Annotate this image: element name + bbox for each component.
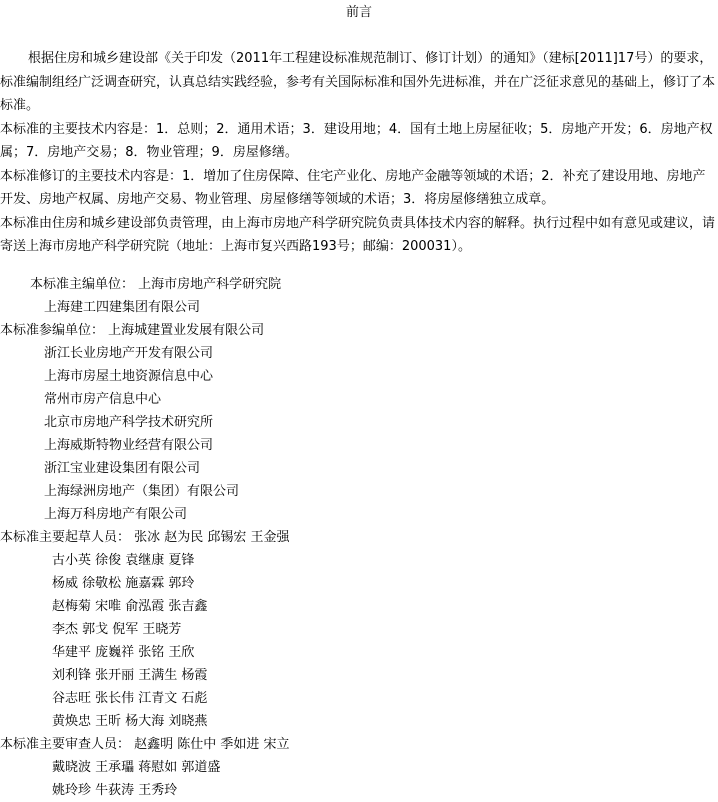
- participating-unit: 上海城建置业发展有限公司: [108, 323, 265, 338]
- drafters-line: [0, 526, 716, 549]
- participating-line: [0, 319, 716, 342]
- chief-editor-label: 本标准主编单位：: [30, 277, 135, 292]
- participating-unit: 上海万科房地产有限公司: [44, 507, 188, 522]
- drafters-names: 刘利锋 张开丽 王满生 杨霞: [52, 668, 208, 683]
- chief-editor-unit: 上海建工四建集团有限公司: [44, 300, 201, 315]
- participating-unit: 浙江长业房地产开发有限公司: [44, 346, 214, 361]
- drafters-names: 张冰 赵为民 邱锡宏 王金强: [134, 530, 290, 545]
- participating-unit: 上海绿洲房地产（集团）有限公司: [44, 484, 240, 499]
- paragraph-administration: 本标准由住房和城乡建设部负责管理，由上海市房地产科学研究院负责具体技术内容的解释。执行过程中如有意见或建议，请寄送上海市房地产科学研究院（地址：上海市复兴西路193号；邮编：200031）。: [0, 215, 716, 254]
- drafters-label: 本标准主要起草人员：: [0, 530, 131, 545]
- reviewers-names: 戴晓波 王承瓃 蒋慰如 郭道盛: [52, 760, 221, 775]
- reviewers-line: [0, 733, 716, 756]
- drafters-names: 黄焕忠 王昕 杨大海 刘晓燕: [52, 714, 208, 729]
- drafters-names: 谷志旺 张长伟 江青文 石彪: [52, 691, 208, 706]
- drafters-names: 赵梅菊 宋唯 俞泓霞 张吉鑫: [52, 599, 208, 614]
- paragraph-basis: 根据住房和城乡建设部《关于印发（2011年工程建设标准规范制订、修订计划）的通知》（建标[2011]17号）的要求，标准编制组经广泛调查研究，认真总结实践经验，参考有关国际标准和国外先进标准，并在广泛征求意见的基础上，修订了本标准。: [0, 51, 716, 113]
- drafters-names: 李杰 郭戈 倪军 王晓芳: [52, 622, 182, 637]
- reviewers-names: 赵鑫明 陈仕中 季如进 宋立: [134, 737, 290, 752]
- participating-unit: 上海市房屋土地资源信息中心: [44, 369, 214, 384]
- preface-body: [0, 47, 716, 259]
- contributors-list: [0, 273, 716, 802]
- paragraph-main-contents: 本标准的主要技术内容是：1．总则；2．通用术语；3．建设用地；4．国有土地上房屋征收；5．房地产开发；6．房地产权属；7．房地产交易；8．物业管理；9．房屋修缮。: [0, 121, 713, 160]
- participating-label: 本标准参编单位：: [0, 323, 105, 338]
- document-title: 前言: [345, 5, 372, 20]
- participating-unit: 常州市房产信息中心: [44, 392, 162, 407]
- reviewers-names: 姚玲珍 牛荻涛 王秀玲: [52, 783, 178, 798]
- reviewers-label: 本标准主要审查人员：: [0, 737, 131, 752]
- participating-unit: 上海威斯特物业经营有限公司: [44, 438, 214, 453]
- participating-unit: 浙江宝业建设集团有限公司: [44, 461, 201, 476]
- drafters-names: 古小英 徐俊 袁继康 夏锋: [52, 553, 195, 568]
- drafters-names: 华建平 庞巍祥 张铭 王欣: [52, 645, 195, 660]
- drafters-names: 杨威 徐敬松 施嘉霖 郭玲: [52, 576, 195, 591]
- paragraph-revision-contents: 本标准修订的主要技术内容是：1．增加了住房保障、住宅产业化、房地产金融等领域的术语；2．补充了建设用地、房地产开发、房地产权属、房地产交易、物业管理、房屋修缮等领域的术语；3．将房屋修缮独立成章。: [0, 168, 706, 207]
- chief-editor-line: [0, 273, 716, 296]
- chief-editor-unit: 上海市房地产科学研究院: [138, 277, 282, 292]
- participating-unit: 北京市房地产科学技术研究所: [44, 415, 214, 430]
